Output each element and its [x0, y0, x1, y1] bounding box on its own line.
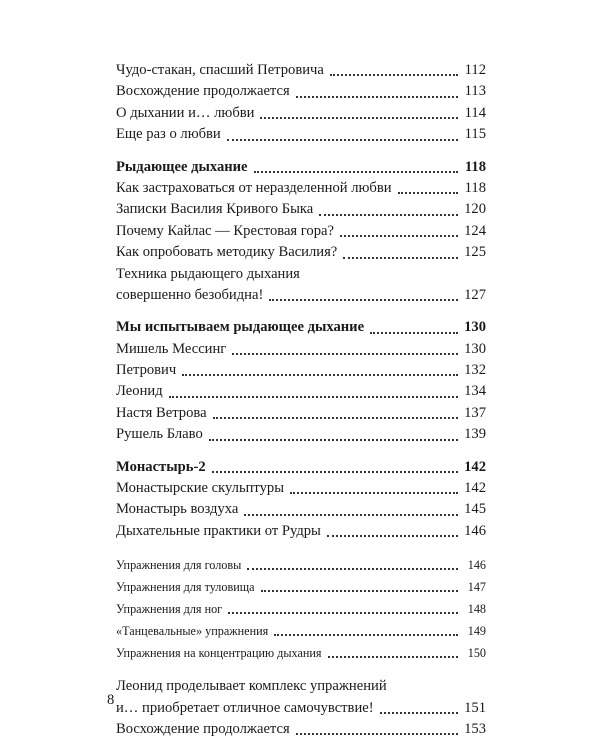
dot-leader — [269, 299, 458, 301]
toc-entry-title: Как опробовать методику Василия? — [116, 244, 338, 261]
toc-entry-title: О дыхании и… любви — [116, 104, 255, 121]
toc-entry-title-line1: Леонид проделывает комплекс упражнений — [116, 678, 387, 695]
toc-entry-page: 142 — [464, 480, 486, 497]
dot-leader — [398, 192, 458, 194]
toc-section-title: Мы испытываем рыдающее дыхание — [116, 319, 365, 336]
toc-subentry-title: «Танцевальные» упражнения — [116, 624, 269, 639]
toc-entry-page: 112 — [464, 61, 486, 78]
toc-entry-title: Восхождение продолжается — [116, 83, 290, 100]
toc-entry — [116, 60, 486, 81]
dot-leader — [296, 96, 458, 98]
toc-entry-page: 127 — [464, 286, 486, 303]
toc-entry — [116, 221, 486, 242]
dot-leader — [169, 396, 458, 398]
toc-section-header — [116, 457, 486, 478]
toc-entry-title: Чудо-стакан, спасший Петровича — [116, 61, 324, 78]
dot-leader — [261, 590, 458, 592]
toc-entry-multiline — [116, 676, 486, 719]
toc-entry — [116, 339, 486, 360]
dot-leader — [232, 353, 458, 355]
dot-leader — [213, 417, 458, 419]
toc-subentry — [116, 642, 486, 664]
toc-subentry-page: 146 — [467, 558, 486, 573]
toc-entry-page: 151 — [464, 699, 486, 716]
toc-entry-title: Настя Ветрова — [116, 404, 207, 421]
toc-entry-title: Дыхательные практики от Рудры — [116, 522, 321, 539]
dot-leader — [328, 656, 458, 658]
dot-leader — [380, 712, 458, 714]
dot-leader — [227, 139, 458, 141]
toc-entry-title: Монастырские скульптуры — [116, 480, 285, 497]
toc-entry-title: Леонид — [116, 383, 163, 400]
toc-entry — [116, 178, 486, 199]
page-number: 8 — [107, 692, 115, 708]
toc-entry-page: 153 — [464, 720, 486, 737]
table-of-contents — [116, 60, 486, 740]
toc-subentry — [116, 554, 486, 576]
toc-entry — [116, 124, 486, 145]
toc-subentry-page: 147 — [467, 580, 486, 595]
dot-leader — [340, 235, 458, 237]
dot-leader — [260, 117, 458, 119]
toc-entry — [116, 360, 486, 381]
toc-entry-title: Еще раз о любви — [116, 126, 221, 143]
toc-subentry-title: Упражнения на концентрацию дыхания — [116, 646, 322, 661]
toc-entry-title: Мишель Мессинг — [116, 340, 227, 357]
toc-subentry-page: 148 — [467, 602, 486, 617]
toc-section-title: Монастырь-2 — [116, 458, 206, 475]
toc-entry-title: Почему Кайлас — Крестовая гора? — [116, 222, 334, 239]
dot-leader — [274, 634, 458, 636]
toc-entry-page: 114 — [464, 104, 486, 121]
toc-entry-title-line2: и… приобретает отличное самочувствие! — [116, 699, 374, 716]
toc-entry-page: 130 — [464, 340, 486, 357]
toc-subentry-page: 150 — [467, 646, 486, 661]
toc-entry-page: 139 — [464, 426, 486, 443]
toc-entry-title-line1: Техника рыдающего дыхания — [116, 265, 300, 282]
toc-entry-page: 145 — [464, 501, 486, 518]
dot-leader — [254, 171, 458, 173]
dot-leader — [290, 492, 458, 494]
toc-entry-page: 120 — [464, 201, 486, 218]
toc-entry — [116, 499, 486, 520]
toc-entry — [116, 103, 486, 124]
toc-subentry — [116, 576, 486, 598]
dot-leader — [296, 733, 458, 735]
dot-leader — [330, 74, 458, 76]
toc-entry — [116, 199, 486, 220]
toc-entry-page: 125 — [464, 244, 486, 261]
toc-entry — [116, 719, 486, 740]
toc-subentry — [116, 620, 486, 642]
dot-leader — [370, 332, 458, 334]
toc-entry — [116, 521, 486, 542]
toc-entry-title: Рушель Блаво — [116, 426, 203, 443]
dot-leader — [244, 514, 458, 516]
toc-entry-title: Записки Василия Кривого Быка — [116, 201, 314, 218]
toc-entry-page: 134 — [464, 383, 486, 400]
toc-subentry-title: Упражнения для ног — [116, 602, 223, 617]
toc-subentry-title: Упражнения для туловища — [116, 580, 255, 595]
toc-entry — [116, 81, 486, 102]
toc-entry-page: 124 — [464, 222, 486, 239]
dot-leader — [343, 257, 458, 259]
toc-section-page: 142 — [464, 458, 486, 475]
toc-entry — [116, 381, 486, 402]
toc-entry-page: 137 — [464, 404, 486, 421]
dot-leader — [319, 214, 458, 216]
toc-entry-title-line2: совершенно безобидна! — [116, 286, 264, 303]
toc-entry-page: 132 — [464, 362, 486, 379]
dot-leader — [327, 535, 458, 537]
toc-entry — [116, 242, 486, 263]
toc-section-page: 130 — [464, 319, 486, 336]
toc-subentry — [116, 598, 486, 620]
toc-entry — [116, 478, 486, 499]
dot-leader — [209, 439, 458, 441]
toc-entry-page: 146 — [464, 522, 486, 539]
toc-entry — [116, 403, 486, 424]
toc-entry-page: 118 — [464, 179, 486, 196]
toc-section-header — [116, 157, 486, 178]
toc-entry-title: Монастырь воздуха — [116, 501, 239, 518]
toc-entry-multiline — [116, 264, 486, 307]
toc-entry-page: 115 — [464, 126, 486, 143]
toc-section-title: Рыдающее дыхание — [116, 158, 248, 175]
toc-subentry-title: Упражнения для головы — [116, 558, 242, 573]
toc-entry-page: 113 — [464, 83, 486, 100]
toc-entry — [116, 424, 486, 445]
dot-leader — [247, 568, 458, 570]
toc-section-page: 118 — [464, 158, 486, 175]
toc-entry-title: Восхождение продолжается — [116, 720, 290, 737]
toc-entry-title: Петрович — [116, 362, 177, 379]
dot-leader — [212, 471, 458, 473]
toc-entry-title: Как застраховаться от неразделенной любви — [116, 179, 392, 196]
dot-leader — [228, 612, 458, 614]
dot-leader — [182, 374, 458, 376]
toc-section-header — [116, 317, 486, 338]
toc-subentry-page: 149 — [467, 624, 486, 639]
